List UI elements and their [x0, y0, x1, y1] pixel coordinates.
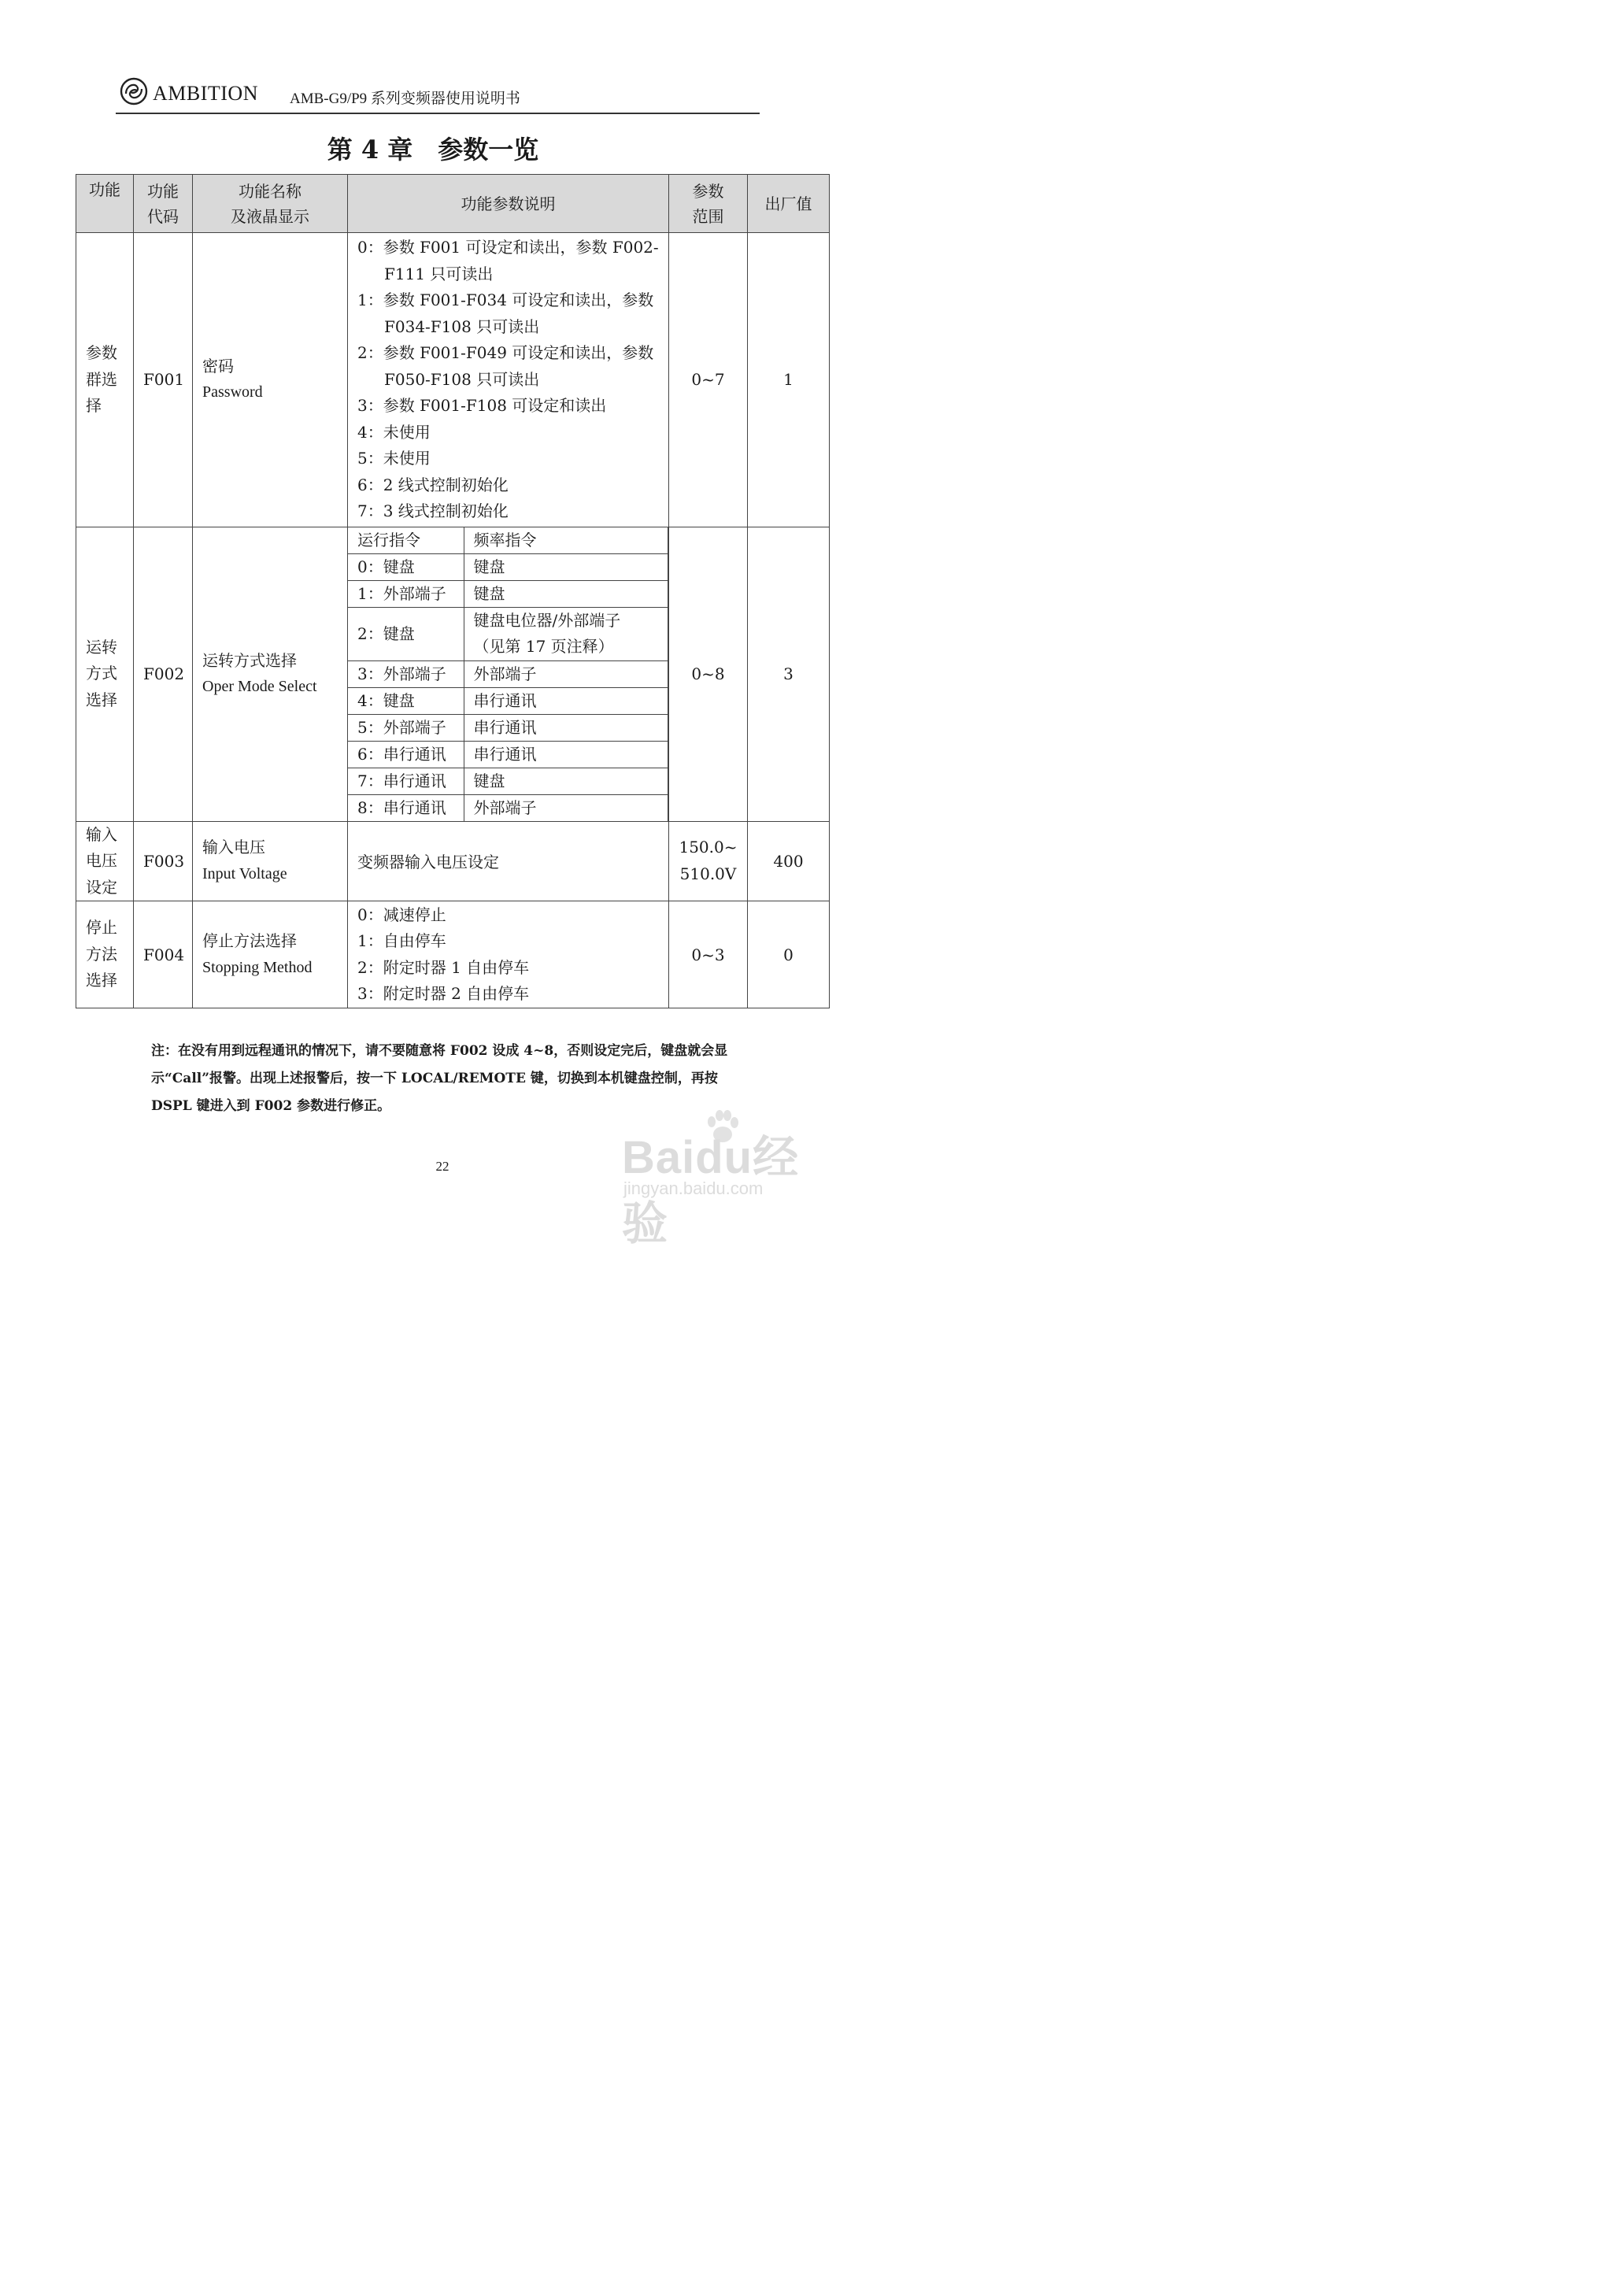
description-line: 3：参数 F001-F108 可设定和读出 — [357, 396, 607, 415]
description-line: 7：3 线式控制初始化 — [357, 501, 509, 520]
default-cell: 0 — [748, 901, 830, 1008]
mode-row: 1：外部端子 键盘 — [348, 580, 668, 607]
table-row — [76, 821, 830, 901]
code-cell: F004 — [134, 901, 193, 1008]
description-cell — [348, 901, 669, 1008]
description-line: 1：自由停车 — [357, 931, 446, 950]
chapter-title: 第 4 章 参数一览 — [327, 135, 539, 165]
default-cell: 400 — [748, 821, 830, 901]
header-divider — [116, 113, 760, 114]
ambition-logo-icon — [120, 77, 148, 105]
parameter-table — [76, 174, 830, 1008]
table-row — [76, 527, 830, 821]
mode-header-freq: 频率指令 — [464, 527, 668, 554]
code-cell: F001 — [134, 233, 193, 527]
description-line: 3：附定时器 2 自由停车 — [357, 984, 530, 1003]
mode-row: 2：键盘 键盘电位器/外部端子（见第 17 页注释） — [348, 607, 668, 660]
code-cell: F003 — [134, 821, 193, 901]
mode-row: 7：串行通讯 键盘 — [348, 768, 668, 794]
table-row — [76, 901, 830, 1008]
header-function: 功能 — [76, 175, 134, 233]
range-cell: 0~8 — [669, 527, 748, 821]
page-header — [118, 77, 757, 113]
mode-row: 5：外部端子 串行通讯 — [348, 714, 668, 741]
description-line: 2：附定时器 1 自由停车 — [357, 957, 530, 977]
mode-table — [348, 527, 668, 821]
name-cell: 运转方式选择 Oper Mode Select — [193, 527, 348, 821]
description-line: 1：参数 F001-F034 可设定和读出，参数 F034-F108 只可读出 — [357, 290, 654, 336]
header-range: 参数 范围 — [669, 175, 748, 233]
watermark-text: Baidu经验 — [622, 1132, 800, 1249]
description-cell: 变频器输入电压设定 — [348, 821, 669, 901]
mode-header-run: 运行指令 — [348, 527, 464, 554]
header-default: 出厂值 — [748, 175, 830, 233]
mode-row: 4：键盘 串行通讯 — [348, 687, 668, 714]
mode-table-cell — [348, 527, 669, 821]
watermark-url: jingyan.baidu.com — [623, 1178, 764, 1198]
note-text: 在没有用到远程通讯的情况下，请不要随意将 F002 设成 4~8，否则设定完后，键盘就会显示“Call”报警。出现上述报警后，按一下 LOCAL/REMOTE 键，切换到本机键盘控制，再按 DSPL 键进入到 F002 参数进行修正。 — [151, 1043, 728, 1114]
header-code: 功能 代码 — [134, 175, 193, 233]
description-line: 4：未使用 — [357, 422, 431, 442]
function-cell: 输入 电压 设定 — [76, 821, 134, 901]
description-line: 0：减速停止 — [357, 905, 446, 924]
description-line: 5：未使用 — [357, 449, 431, 468]
range-cell: 150.0~ 510.0V — [669, 821, 748, 901]
baidu-watermark — [622, 1106, 827, 1249]
mode-row: 3：外部端子 外部端子 — [348, 660, 668, 687]
name-cell: 密码 Password — [193, 233, 348, 527]
brand-name: AMBITION — [153, 82, 258, 105]
table-header-row — [76, 175, 830, 233]
name-cell: 输入电压 Input Voltage — [193, 821, 348, 901]
name-cell: 停止方法选择 Stopping Method — [193, 901, 348, 1008]
function-cell: 参数 群选 择 — [76, 233, 134, 527]
range-cell: 0~7 — [669, 233, 748, 527]
function-cell: 运转 方式 选择 — [76, 527, 134, 821]
description-line: 6：2 线式控制初始化 — [357, 475, 509, 494]
default-cell: 3 — [748, 527, 830, 821]
function-cell: 停止 方法 选择 — [76, 901, 134, 1008]
header-name: 功能名称 及液晶显示 — [193, 175, 348, 233]
range-cell: 0~3 — [669, 901, 748, 1008]
note-label: 注： — [151, 1043, 178, 1059]
header-description: 功能参数说明 — [348, 175, 669, 233]
table-row — [76, 233, 830, 527]
code-cell: F002 — [134, 527, 193, 821]
mode-row: 8：串行通讯 外部端子 — [348, 794, 668, 821]
mode-row: 6：串行通讯 串行通讯 — [348, 741, 668, 768]
mode-table-header — [348, 527, 668, 554]
description-line: 0：参数 F001 可设定和读出，参数 F002-F111 只可读出 — [357, 238, 659, 283]
mode-row: 0：键盘 键盘 — [348, 553, 668, 580]
description-cell — [348, 233, 669, 527]
default-cell: 1 — [748, 233, 830, 527]
page-number: 22 — [435, 1159, 449, 1174]
document-title: AMB-G9/P9 系列变频器使用说明书 — [290, 91, 520, 107]
description-line: 2：参数 F001-F049 可设定和读出，参数 F050-F108 只可读出 — [357, 343, 654, 389]
